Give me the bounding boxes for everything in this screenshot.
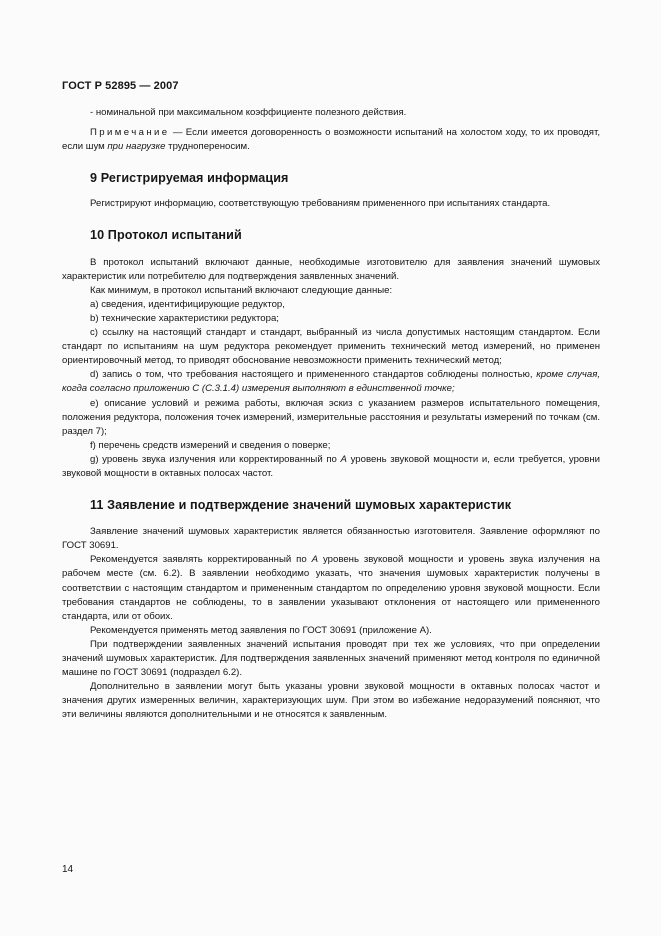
list-item-d-emphasis: кроме случая, когда согласно приложению С (С.3.1.4) измерения выполняют в единственной точке;	[62, 369, 600, 395]
note-text-2: труднопереносим.	[165, 141, 250, 153]
section-11-p2-a-symbol: А	[311, 554, 319, 566]
section-11-paragraph-5: Дополнительно в заявлении могут быть указаны уровни звуковой мощности в октавных полосах частот и значения других измеренных величин, характеризующих шум. При этом во избежание недоразумений поясняют, что эти величины являются дополнительными и не относятся к заявленным.	[62, 681, 600, 721]
section-11-title: 11 Заявление и подтверждение значений шумовых характеристик	[90, 498, 512, 513]
section-10-paragraph-1: В протокол испытаний включают данные, необходимые изготовителю для заявления значений шумовых характеристик или потребителю для подтверждения заявленных значений.	[62, 256, 600, 282]
section-9-paragraph: Регистрируют информацию, соответствующую требованиям примененного при испытаниях стандарта.	[90, 198, 551, 210]
section-9-title: 9 Регистрируемая информация	[90, 171, 289, 186]
section-10-paragraph-2: Как минимум, в протокол испытаний включают следующие данные:	[90, 284, 393, 296]
list-item-d	[62, 368, 600, 396]
list-item-a: а) сведения, идентифицирующие редуктор,	[90, 298, 285, 310]
list-item-g-a-symbol: А	[340, 453, 347, 465]
section-11-paragraph-4: При подтверждении заявленных значений испытания проводят при тех же условиях, что при определении значений шумовых характеристик. Для подтверждения заявленных значений применяют метод контроля по единичной машине по ГОСТ 30691 (подраздел 6.2).	[62, 638, 600, 679]
list-item-g-text-2: уровень звуковой мощности и, если требуется, уровни звуковой мощности в октавных полосах частот.	[62, 453, 601, 479]
page-number: 14	[62, 864, 74, 875]
list-item-f: f) перечень средств измерений и сведения о поверке;	[90, 439, 331, 451]
document-header: ГОСТ Р 52895 — 2007	[62, 80, 179, 92]
section-11-p2-text-1: Рекомендуется заявлять корректированный по	[90, 554, 312, 566]
list-item-g-text-1: g) уровень звука излучения или корректированный по	[90, 453, 341, 465]
intro-line: - номинальной при максимальном коэффициенте полезного действия.	[90, 107, 407, 118]
list-item-b: b) технические характеристики редуктора;	[90, 312, 279, 324]
section-11-paragraph-1: Заявление значений шумовых характеристик является обязанностью изготовителя. Заявление оформляют по ГОСТ 30691.	[62, 526, 600, 552]
section-10-title: 10 Протокол испытаний	[90, 228, 242, 243]
list-item-g	[62, 453, 600, 481]
section-11-paragraph-3: Рекомендуется применять метод заявления по ГОСТ 30691 (приложение А).	[90, 624, 432, 636]
section-11-paragraph-2	[62, 553, 600, 623]
list-item-c: с) ссылку на настоящий стандарт и стандарт, выбранный из числа допустимых настоящим стандартом. Если стандарт по испытаниям на шум редуктора рекомендует применить технический метод измерений, но применен ориентировочный метод, то приводят обоснование невозможности применить технический метод;	[62, 327, 600, 367]
list-item-e: е) описание условий и режима работы, включая эскиз с указанием размеров испытательного помещения, положения редуктора, положения точек измерений, измерительные расстояния и результаты измерений по точкам (см. раздел 7);	[62, 397, 600, 437]
section-11-p2-text-2: уровень звуковой мощности и уровень звука излучения на рабочем месте (см. 6.2). В заявлении необходимо указать, что значения шумовых характеристик получены в соответствии с настоящим стандартом и примененным стандартом по определению уровня звуковой мощности. Если требования стандартов не соблюдены, то в заявлении указывают отклонения от настоящего или примененного стандарта, или от обоих.	[62, 554, 601, 622]
note-text-1: — Если имеется договоренность о возможности испытаний на холостом ходу, то их проводят, если шум	[62, 127, 600, 153]
note-emphasis: при нагрузке	[107, 141, 166, 153]
intro-note	[62, 126, 600, 154]
note-label: Примечание	[90, 127, 170, 139]
list-item-d-text: d) запись о том, что требования настоящего и примененного стандартов соблюдены полностью,	[90, 369, 537, 381]
page-body	[62, 100, 600, 722]
